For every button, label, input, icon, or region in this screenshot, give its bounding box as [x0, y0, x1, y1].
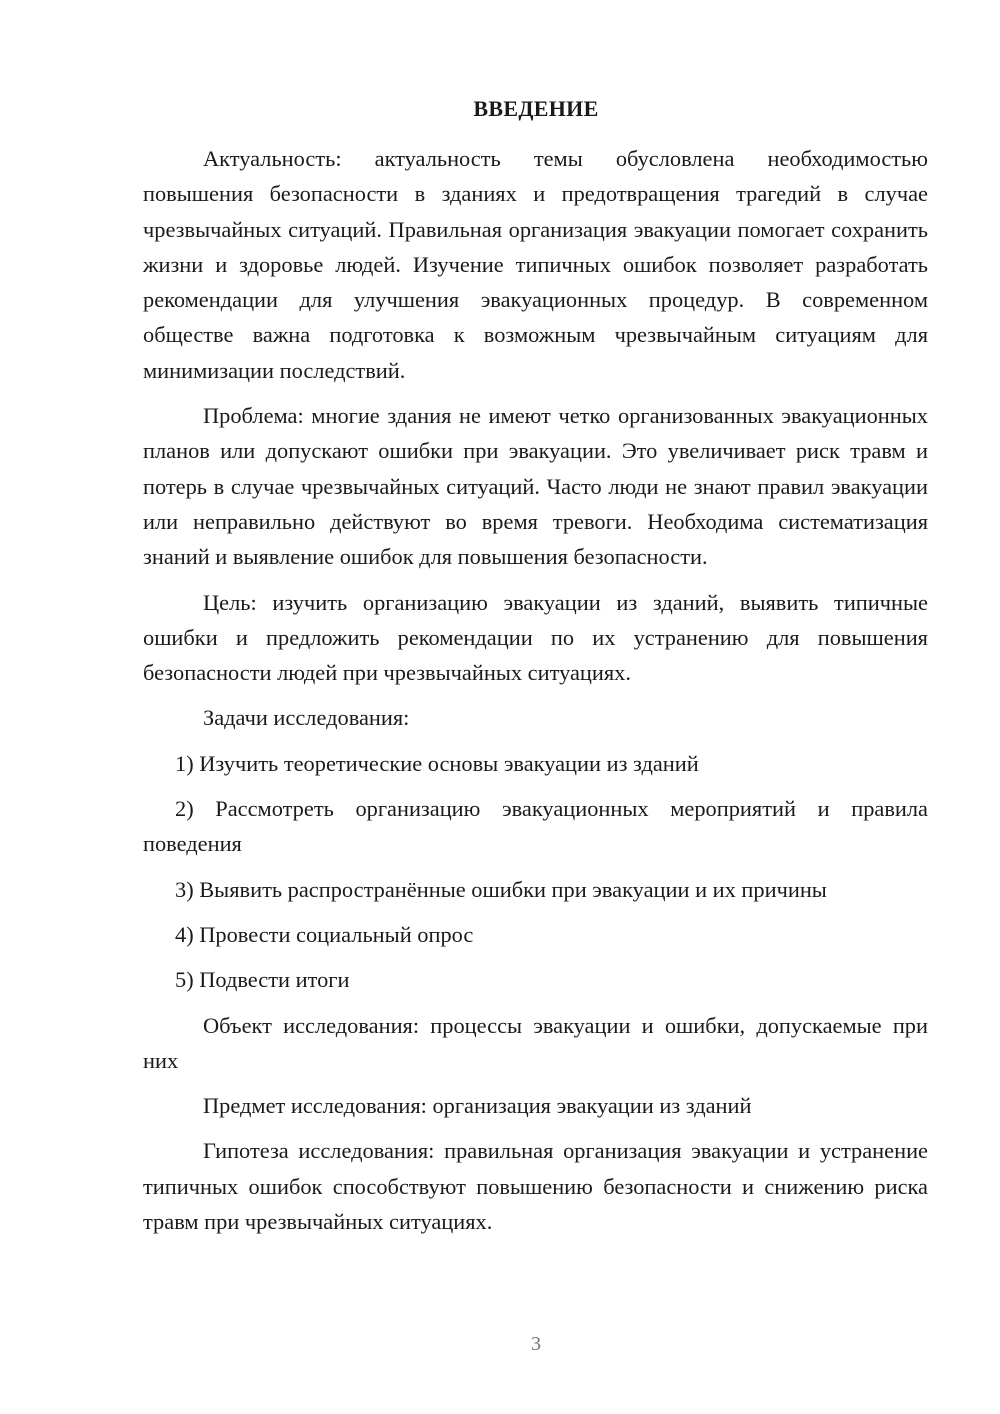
- task-item: 4) Провести социальный опрос: [175, 921, 474, 947]
- task-item: 5) Подвести итоги: [175, 967, 350, 993]
- document-body: [143, 141, 928, 1239]
- object-paragraph: Объект исследования: процессы эвакуации и ошибки, допускаемые при них: [143, 1012, 928, 1073]
- task-item: 2) Рассмотреть организацию эвакуационных мероприятий и правила поведения: [143, 796, 928, 857]
- problem-paragraph: Проблема: многие здания не имеют четко организованных эвакуационных планов или допускают ошибки при эвакуации. Это увеличивает риск травм и потерь в случае чрезвычайных ситуаций. Часто люди не знают правил эвакуации или неправильно действуют во время тревоги. Необходима систематизация знаний и выявление ошибок для повышения безопасности.: [143, 403, 928, 570]
- section-heading: ВВЕДЕНИЕ: [473, 96, 599, 121]
- goal-paragraph: Цель: изучить организацию эвакуации из зданий, выявить типичные ошибки и предложить рекомендации по их устранению для повышения безопасности людей при чрезвычайных ситуациях.: [143, 589, 928, 686]
- task-item: 3) Выявить распространённые ошибки при эвакуации и их причины: [175, 876, 827, 902]
- hypothesis-paragraph: Гипотеза исследования: правильная организация эвакуации и устранение типичных ошибок способствуют повышению безопасности и снижению риска травм при чрезвычайных ситуациях.: [143, 1138, 928, 1235]
- subject-paragraph: Предмет исследования: организация эвакуации из зданий: [203, 1093, 752, 1119]
- task-item: 1) Изучить теоретические основы эвакуации из зданий: [175, 750, 699, 776]
- relevance-paragraph: Актуальность: актуальность темы обусловлена необходимостью повышения безопасности в зданиях и предотвращения трагедий в случае чрезвычайных ситуаций. Правильная организация эвакуации помогает сохранить жизни и здоровье людей. Изучение типичных ошибок позволяет разработать рекомендации для улучшения эвакуационных процедур. В современном обществе важна подготовка к возможным чрезвычайным ситуациям для минимизации последствий.: [143, 146, 928, 383]
- page-number: 3: [531, 1333, 541, 1355]
- tasks-title: Задачи исследования:: [203, 705, 410, 731]
